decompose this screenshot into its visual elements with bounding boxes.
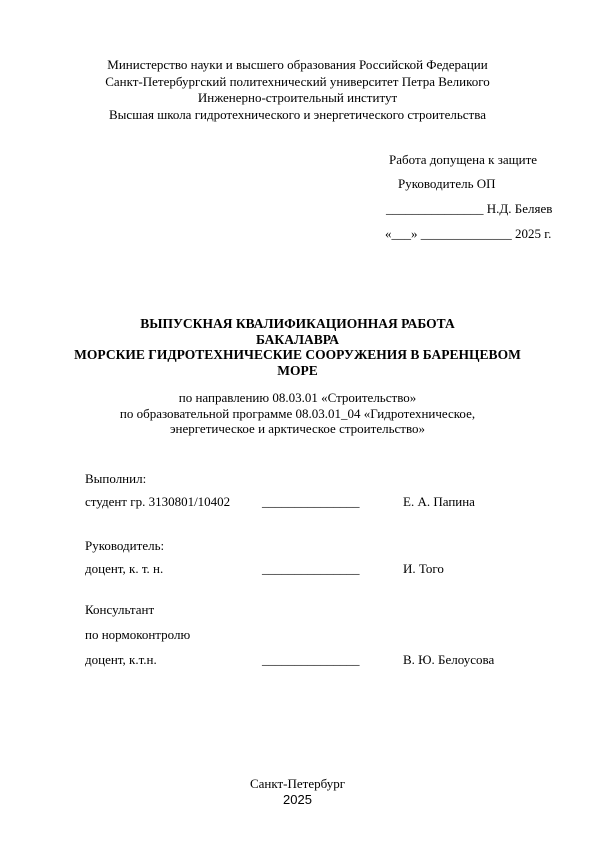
supervisor-signature-line: _______________ (262, 561, 360, 576)
performer-role (85, 494, 230, 510)
program-line-2: энергетическое и арктическое строительство» (169, 421, 426, 436)
university-line: Санкт-Петербургский политехнический университет Петра Великого (105, 73, 490, 89)
ministry-line: Министерство науки и высшего образования Российской Федерации (107, 57, 488, 72)
supervisor-label: Руководитель: (85, 538, 165, 553)
approval-head: Руководитель ОП (398, 176, 496, 191)
performer-signature-line: _______________ (262, 494, 360, 509)
approval-signature: _______________ Н.Д. Беляев (386, 201, 553, 216)
consultant-name: В. Ю. Белоусова (403, 652, 495, 667)
footer-year: 2025 (283, 792, 312, 807)
performer-name: Е. А. Папина (403, 494, 475, 509)
school-line: Высшая школа гидротехнического и энергетического строительства (109, 106, 486, 122)
program-line-1: по образовательной программе 08.03.01_04 «Гидротехническое, (119, 405, 476, 421)
consultant-area: по нормоконтролю (85, 627, 191, 642)
program-description (0, 390, 595, 437)
supervisor-name: И. Того (403, 561, 444, 576)
title-line-4: МОРЕ (277, 362, 318, 378)
document-footer (0, 776, 595, 808)
title-line-1: ВЫПУСКНАЯ КВАЛИФИКАЦИОННАЯ РАБОТА (140, 316, 455, 331)
consultant-signature-line: _______________ (262, 652, 360, 667)
document-title (0, 316, 595, 378)
direction-line: по направлению 08.03.01 «Строительство» (178, 390, 417, 405)
performer-label: Выполнил: (85, 471, 147, 486)
supervisor-role: доцент, к. т. н. (85, 561, 164, 576)
approval-admitted: Работа допущена к защите (389, 152, 538, 167)
consultant-label: Консультант (85, 602, 155, 617)
footer-city: Санкт-Петербург (249, 776, 346, 791)
performer-role-text: студент гр. 3130801/10402 (85, 494, 231, 509)
institute-line: Инженерно-строительный институт (197, 90, 398, 105)
title-line-2: БАКАЛАВРА (255, 331, 340, 347)
title-line-3: МОРСКИЕ ГИДРОТЕХНИЧЕСКИЕ СООРУЖЕНИЯ В БАРЕНЦЕВОМ (74, 347, 521, 362)
institution-header (0, 57, 595, 123)
approval-date: «___» ______________ 2025 г. (385, 226, 552, 241)
consultant-role: доцент, к.т.н. (85, 652, 157, 667)
